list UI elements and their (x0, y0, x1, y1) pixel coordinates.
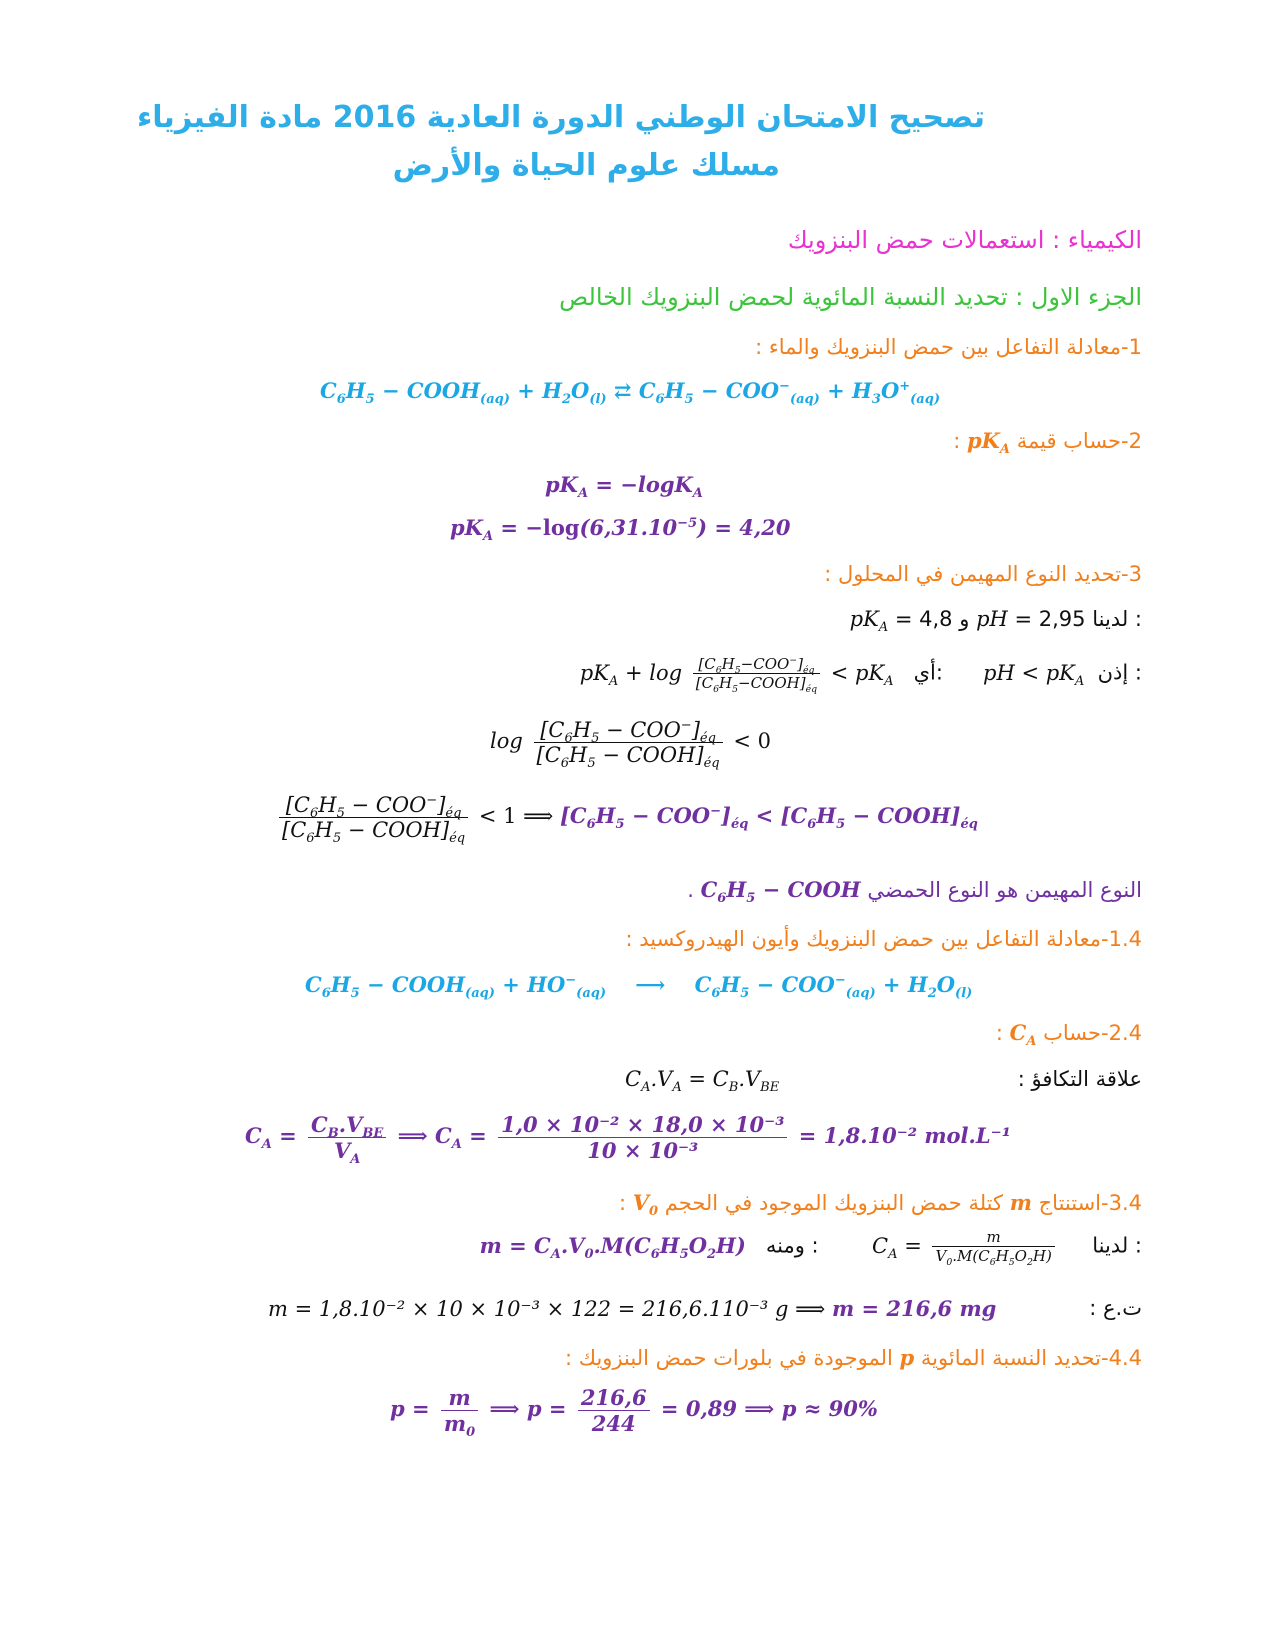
title-line-2: مسلك علوم الحياة والأرض (392, 148, 780, 183)
q1-equation: $C_6H_5$ − $COOH_{(aq)} + H_2O_{(l)}$ ⇄ $C_6H_5 - COO^-_{(aq)} + H_3O^+_{(aq)}$ (320, 378, 940, 408)
q4-3-app-label: ت.ع : (1089, 1296, 1142, 1320)
q4-2-ca-calculation: $C_A$ = $\frac{C_B.V_{BE}}{V_A}$ ⟹ $C_A$ = $\frac{\text{1,0 × 10⁻² × 18,0 × 10⁻³}}{\text{10 × 10⁻³}}$ = 1,8.10⁻² mol.L⁻¹ (245, 1112, 1011, 1168)
q4-3-app-result: m = 216,6 mg (831, 1296, 997, 1321)
q1-reactant1: $C_6H_5$ − $COOH_{(aq)}$ (320, 378, 510, 408)
q3-given: $pK_A = 4,8$ و pH = 2,95 لدينا : (849, 607, 1142, 636)
q1-product1: $C_6H_5 - COO^-_{(aq)}$ (638, 378, 820, 408)
q2-formula: $pK_A = -\log K_A$ (545, 472, 703, 502)
q2-pka-symbol: $pK_A$ (966, 428, 1011, 458)
q4-2-calc-fraction: $\frac{\text{1,0 × 10⁻² × 18,0 × 10⁻³}}{\text{10 × 10⁻³}}$ (498, 1112, 787, 1163)
q1-product2: $H_3O^+_{(aq)}$ (852, 378, 940, 408)
q4-1-arrow: ⟶ (635, 972, 666, 997)
chemistry-heading: الكيمياء : استعمالات حمض البنزويك (787, 226, 1142, 254)
q3-hence: $pK_A + \log$ $\frac{[C_6H_5-COO^-]_{éq}}{[C_6H_5-COOH]_{éq}}$ < $pK_A$ أي: pH < $pK_A$ إذن : (579, 655, 1142, 695)
q4-1-reactant2: $HO^-_{(aq)}$ (527, 972, 607, 1002)
part1-heading: الجزء الاول : تحديد النسبة المائوية لحمض البنزويك الخالص (559, 283, 1142, 311)
q2-calculation: $pK_A = -\log(6,31.10^{-5}) = 4,20$ (450, 515, 791, 545)
q4-1-product2: $H_2O_{(l)}$ (907, 972, 973, 1002)
q4-4-calculation: p = $\frac{m}{m_0}$ ⟹ p = $\frac{216,6}{244}$ = 0,89 ⟹ p ≈ 90% (390, 1385, 878, 1441)
q2-label: 2-حساب قيمة $pK_A$ : (953, 428, 1142, 458)
q3-small-fraction: $\frac{[C_6H_5-COO^-]_{éq}}{[C_6H_5-COOH]_{éq}}$ (693, 655, 820, 692)
q4-4-label: 4.4-تحديد النسبة المائوية p الموجودة في بلورات حمض البنزويك : (565, 1345, 1142, 1370)
q4-4-p-fraction: $\frac{m}{m_0}$ (441, 1385, 478, 1436)
q4-2-label: 2.4-حساب $C_A$ : (995, 1020, 1142, 1050)
q4-3-app-calc: m = 1,8.10⁻² × 10 × 10⁻³ × 122 = 216,6.110⁻³ g ⟹ m = 216,6 mg (268, 1296, 997, 1321)
q4-2-ca-symbol: $C_A$ (1009, 1020, 1037, 1050)
q3-ratio-inequality: $\frac{[C_6H_5 - COO^-]_{éq}}{[C_6H_5 - COOH]_{éq}}$ < 1 ⟹ $[C_6H_5 - COO^-]_{éq} < [C_6H_5$ − $COOH]_{éq}$ (275, 793, 978, 842)
q1-reactant2: $H_2O_{(l)}$ (542, 378, 607, 408)
q1-arrow: ⇄ (613, 378, 632, 403)
q4-2-equiv-label: علاقة التكافؤ : (1017, 1067, 1142, 1091)
q4-1-label: 1.4-معادلة التفاعل بين حمض البنزويك وأيون الهيدروكسيد : (625, 927, 1142, 951)
q3-label: 3-تحديد النوع المهيمن في المحلول : (824, 562, 1142, 586)
q3-log-fraction: $\frac{[C_6H_5 - COO^-]_{éq}}{[C_6H_5 - COOH]_{éq}}$ (534, 718, 723, 767)
q3-log-inequality: log $\frac{[C_6H_5 - COO^-]_{éq}}{[C_6H_5 - COOH]_{éq}}$ < 0 (490, 718, 771, 772)
q4-3-m-formula: $m = C_A.V_0.M(C_6H_5O_2H)$ (479, 1232, 746, 1262)
q1-label: 1-معادلة التفاعل بين حمض البنزويك والماء : (755, 335, 1142, 359)
q4-4-calc-fraction: $\frac{216,6}{244}$ (578, 1385, 650, 1436)
q4-2-ca-fraction: $\frac{C_B.V_{BE}}{V_A}$ (308, 1112, 386, 1163)
q3-conclusion: $[C_6H_5 - COO^-]_{éq} < [C_6H_5$ − $COOH]_{éq}$ (559, 803, 978, 833)
q4-3-given: $m = C_A.V_0.M(C_6H_5O_2H)$ ومنه : $C_A$ = $\frac{m}{V_0.M(C_6H_5O_2H)}$ لدينا : (479, 1228, 1142, 1268)
q4-2-equiv-formula: $C_A.V_A = C_B.V_{BE}$ (625, 1067, 780, 1096)
q3-dominant-species: $C_6H_5$ − COOH (700, 877, 861, 907)
q4-3-ca-fraction: $\frac{m}{V_0.M(C_6H_5O_2H)}$ (932, 1228, 1054, 1265)
q4-3-label: 3.4-استنتاج m كتلة حمض البنزويك الموجود في الحجم $V_0$ : (618, 1190, 1142, 1220)
q4-1-reactant1: $C_6H_5$ − $COOH_{(aq)}$ (305, 972, 495, 1002)
q3-ratio-fraction: $\frac{[C_6H_5 - COO^-]_{éq}}{[C_6H_5 - COOH]_{éq}}$ (279, 793, 468, 842)
q4-1-equation: $C_6H_5$ − $COOH_{(aq)} + HO^-_{(aq)}$ ⟶ $C_6H_5 - COO^-_{(aq)} + H_2O_{(l)}$ (305, 972, 973, 1002)
q3-dominant: . $C_6H_5$ − COOH النوع المهيمن هو النوع الحمضي (687, 877, 1142, 907)
q4-1-product1: $C_6H_5 - COO^-_{(aq)}$ (694, 972, 876, 1002)
title-line-1: تصحيح الامتحان الوطني الدورة العادية 2016 مادة الفيزياء (136, 100, 985, 135)
